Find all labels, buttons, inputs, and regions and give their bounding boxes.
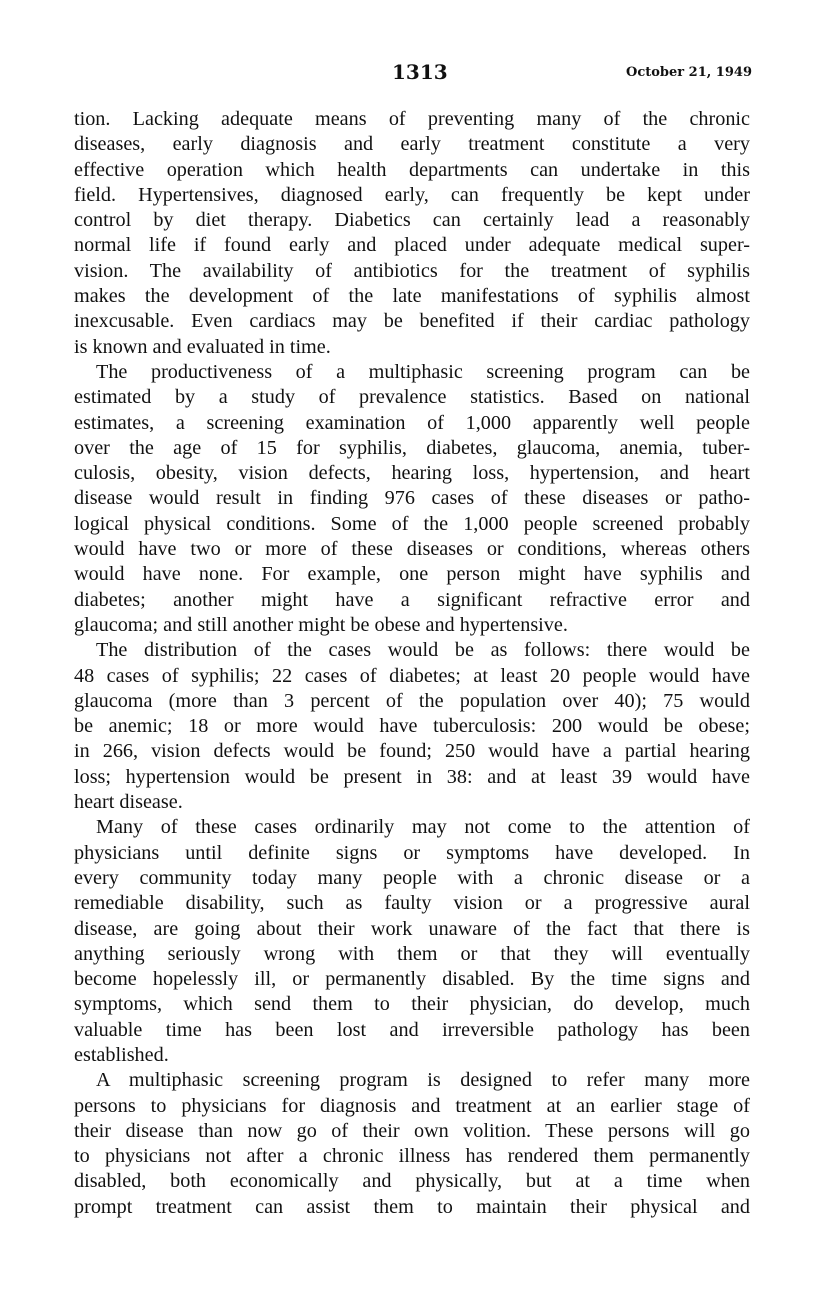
text-line: estimates, a screening examination of 1,000 apparently well people: [74, 411, 750, 434]
text-line: symptoms, which send them to their physician, do develop, much: [74, 993, 750, 1016]
text-line: tion. Lacking adequate means of preventing many of the chronic: [74, 108, 750, 130]
text-line: glaucoma (more than 3 percent of the population over 40); 75 would: [74, 689, 750, 712]
text-line: logical physical conditions. Some of the 1,000 people screened probably: [74, 512, 750, 535]
text-line: physicians until definite signs or symptoms have developed. In: [74, 841, 750, 864]
text-line: disease would result in finding 976 cases of these diseases or patho-: [74, 487, 750, 510]
text-line: would have none. For example, one person might have syphilis and: [74, 563, 750, 586]
text-line: their disease than now go of their own volition. These persons will go: [74, 1119, 750, 1142]
text-line: glaucoma; and still another might be obese and hypertensive.: [74, 613, 568, 636]
text-line: disabled, both economically and physically, but at a time when: [74, 1170, 750, 1193]
article-body: [74, 107, 750, 1220]
text-line: valuable time has been lost and irreversible pathology has been: [74, 1018, 750, 1041]
issue-date: October 21, 1949: [626, 65, 752, 80]
text-line: vision. The availability of antibiotics for the treatment of syphilis: [74, 259, 750, 282]
text-line: 48 cases of syphilis; 22 cases of diabetes; at least 20 people would have: [74, 664, 750, 687]
text-line: control by diet therapy. Diabetics can certainly lead a reasonably: [74, 209, 750, 232]
text-line: over the age of 15 for syphilis, diabetes, glaucoma, anemia, tuber-: [74, 436, 750, 459]
text-line: diabetes; another might have a significant refractive error and: [74, 588, 750, 611]
page-header: [0, 56, 816, 92]
text-line: is known and evaluated in time.: [74, 335, 331, 358]
text-line: be anemic; 18 or more would have tuberculosis: 200 would be obese;: [74, 715, 750, 738]
text-line: diseases, early diagnosis and early treatment constitute a very: [74, 133, 750, 156]
text-line: inexcusable. Even cardiacs may be benefited if their cardiac pathology: [74, 310, 750, 333]
text-line: every community today many people with a chronic disease or a: [74, 866, 750, 889]
text-line: in 266, vision defects would be found; 250 would have a partial hearing: [74, 740, 750, 763]
text-line: culosis, obesity, vision defects, hearing loss, hypertension, and heart: [74, 462, 750, 485]
text-line: to physicians not after a chronic illness has rendered them permanently: [74, 1145, 750, 1168]
text-line: The productiveness of a multiphasic screening program can be: [96, 360, 750, 383]
paragraph-4: [74, 815, 750, 1068]
text-line: A multiphasic screening program is designed to refer many more: [96, 1069, 750, 1092]
paragraph-3: [74, 638, 750, 815]
paragraph-5: [74, 1068, 750, 1220]
text-line: anything seriously wrong with them or that they will eventually: [74, 942, 750, 965]
text-line: effective operation which health departments can undertake in this: [74, 158, 750, 181]
text-line: loss; hypertension would be present in 38: and at least 39 would have: [74, 765, 750, 788]
text-line: Many of these cases ordinarily may not come to the attention of: [96, 816, 750, 839]
paragraph-1: [74, 107, 750, 360]
text-line: would have two or more of these diseases or conditions, whereas others: [74, 538, 750, 561]
text-line: The distribution of the cases would be as follows: there would be: [96, 639, 750, 662]
text-line: persons to physicians for diagnosis and treatment at an earlier stage of: [74, 1094, 750, 1117]
text-line: prompt treatment can assist them to maintain their physical and: [74, 1195, 750, 1218]
text-line: normal life if found early and placed under adequate medical super-: [74, 234, 750, 257]
text-line: remediable disability, such as faulty vision or a progressive aural: [74, 892, 750, 915]
text-line: makes the development of the late manifestations of syphilis almost: [74, 285, 750, 308]
text-line: estimated by a study of prevalence statistics. Based on national: [74, 386, 750, 409]
text-line: heart disease.: [74, 791, 183, 814]
text-line: established.: [74, 1043, 169, 1066]
text-line: field. Hypertensives, diagnosed early, can frequently be kept under: [74, 183, 750, 206]
page-number: 1313: [392, 60, 448, 84]
paragraph-2: [74, 360, 750, 638]
text-line: become hopelessly ill, or permanently disabled. By the time signs and: [74, 968, 750, 991]
text-line: disease, are going about their work unaware of the fact that there is: [74, 917, 750, 940]
